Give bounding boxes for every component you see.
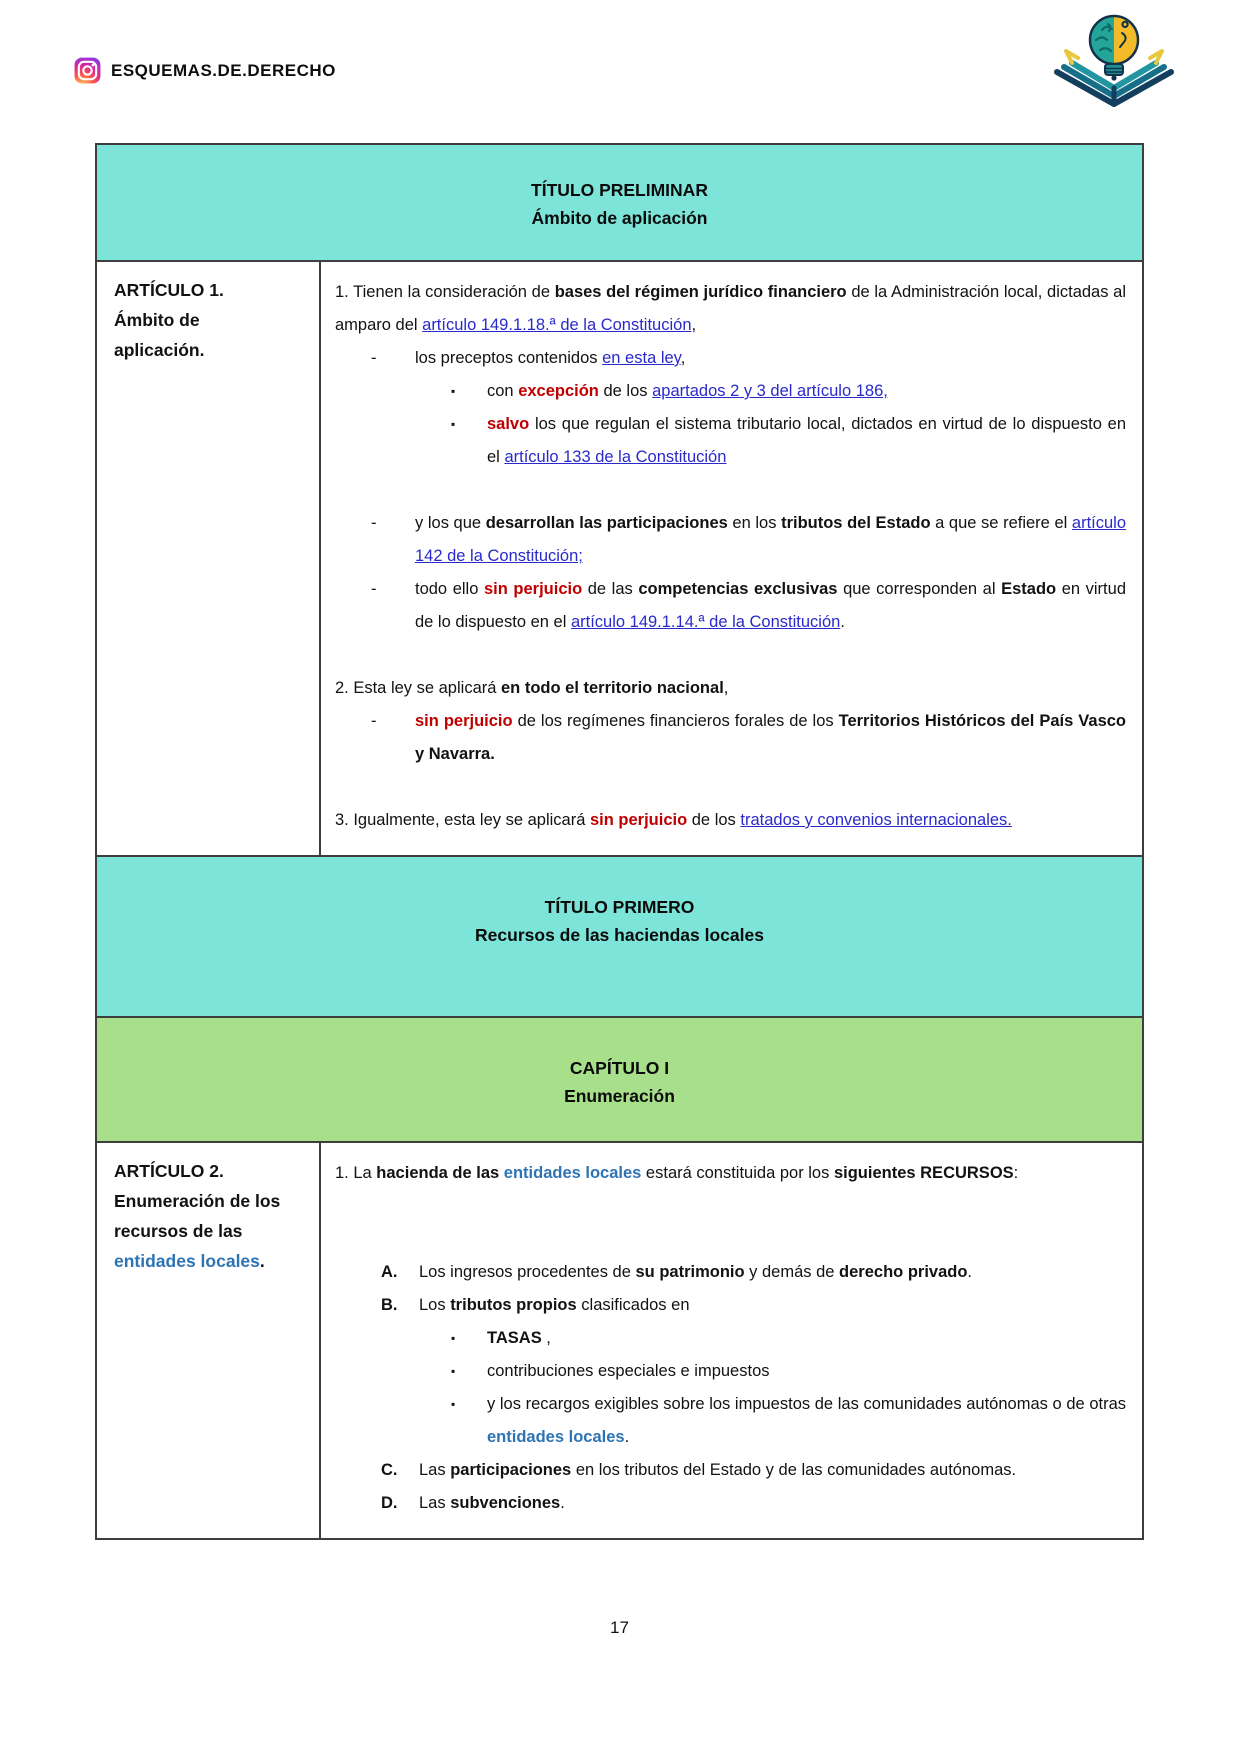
- titulo-primero-band: [97, 855, 1142, 1016]
- paragraph-2: 2. Esta ley se aplicará en todo el territorio nacional,: [335, 679, 729, 697]
- item-c: C. Las participaciones en los tributos del Estado y de las comunidades autónomas.: [381, 1454, 1126, 1487]
- item-b: B. Los tributos propios clasificados en: [381, 1289, 1126, 1322]
- titulo-preliminar-band: [97, 145, 1142, 260]
- square-bullet: ▪: [451, 384, 456, 398]
- link-tratados-convenios-internacionales[interactable]: tratados y convenios internacionales.: [740, 811, 1012, 829]
- item-letter: D.: [381, 1494, 398, 1512]
- dash-bullet: -: [371, 580, 377, 598]
- articulo-1-row: [97, 260, 1142, 855]
- band-title: TÍTULO PRELIMINAR: [531, 180, 708, 200]
- articulo-2-label: [97, 1143, 321, 1538]
- label-line: entidades locales.: [114, 1251, 265, 1271]
- label-line: recursos de las: [114, 1221, 243, 1241]
- subbullet-salvo: ▪ salvo los que regulan el sistema tributario local, dictados en virtud de lo dispuesto en el artículo 133 de la Constitución: [451, 408, 1126, 474]
- dash-bullet: -: [371, 349, 377, 367]
- brain-lightbulb-book-logo: [1039, 8, 1189, 128]
- bullet-sin-perjuicio-competencias: - todo ello sin perjuicio de las competencias exclusivas que corresponden al Estado en virtud de lo dispuesto en el artículo 149.1.14.ª de la Constitución.: [371, 573, 1126, 639]
- articulo-1-label: [97, 262, 321, 855]
- label-line: aplicación.: [114, 340, 205, 360]
- band-subtitle: Ámbito de aplicación: [531, 208, 708, 228]
- item-a: A. Los ingresos procedentes de su patrimonio y demás de derecho privado.: [381, 1256, 1126, 1289]
- subbullet-excepcion: ▪ con excepción de los apartados 2 y 3 del artículo 186,: [451, 375, 1126, 408]
- link-en-esta-ley[interactable]: en esta ley: [602, 349, 681, 367]
- band-subtitle: Enumeración: [564, 1086, 675, 1106]
- articulo-1-body: [321, 262, 1142, 855]
- square-bullet: ▪: [451, 417, 456, 431]
- brand-handle: ESQUEMAS.DE.DERECHO: [111, 60, 336, 80]
- subbullet-contribuciones: ▪ contribuciones especiales e impuestos: [451, 1355, 1126, 1388]
- label-line: Enumeración de los: [114, 1191, 281, 1211]
- square-bullet: ▪: [451, 1364, 456, 1378]
- link-articulo-133-constitucion[interactable]: artículo 133 de la Constitución: [504, 448, 727, 466]
- capitulo-1-band: [97, 1016, 1142, 1141]
- label-line: ARTÍCULO 2.: [114, 1161, 224, 1181]
- dash-bullet: -: [371, 514, 377, 532]
- articulo-2-row: [97, 1141, 1142, 1538]
- subbullet-tasas: ▪ TASAS ,: [451, 1322, 1126, 1355]
- link-articulo-149-1-14-constitucion[interactable]: artículo 149.1.14.ª de la Constitución: [570, 613, 841, 631]
- instagram-icon: [74, 57, 101, 84]
- bullet-regimenes-forales: - sin perjuicio de los regímenes financieros forales de los Territorios Históricos del País Vasco y Navarra.: [371, 705, 1126, 771]
- link-articulo-149-1-18-constitucion[interactable]: artículo 149.1.18.ª de la Constitución: [422, 316, 692, 334]
- band-title: CAPÍTULO I: [569, 1058, 670, 1078]
- paragraph-1: 1. Tienen la consideración de bases del régimen jurídico financiero de la Administración local, dictadas al amparo del artículo 149.1.18.ª de la Constitución,: [335, 283, 1126, 334]
- bullet-participaciones: - y los que desarrollan las participaciones en los tributos del Estado a que se refiere el artículo 142 de la Constitución;: [371, 507, 1126, 573]
- band-title: TÍTULO PRIMERO: [544, 897, 695, 917]
- label-line: Ámbito de: [114, 310, 200, 330]
- label-line: ARTÍCULO 1.: [114, 280, 224, 300]
- band-subtitle: Recursos de las haciendas locales: [475, 925, 764, 945]
- dash-bullet: -: [371, 712, 377, 730]
- square-bullet: ▪: [451, 1397, 456, 1411]
- item-d: D. Las subvenciones.: [381, 1487, 1126, 1520]
- subbullet-recargos: ▪ y los recargos exigibles sobre los impuestos de las comunidades autónomas o de otras entidades locales.: [451, 1388, 1126, 1454]
- item-letter: A.: [381, 1263, 398, 1281]
- brand-row: [74, 57, 336, 84]
- articulo-2-body: [321, 1143, 1142, 1538]
- item-letter: C.: [381, 1461, 398, 1479]
- square-bullet: ▪: [451, 1331, 456, 1345]
- item-letter: B.: [381, 1296, 398, 1314]
- page-number: 17: [610, 1618, 629, 1637]
- link-articulo-142-constitucion[interactable]: artículo 142 de la Constitución;: [415, 514, 1127, 565]
- link-apartados-2-3-articulo-186[interactable]: apartados 2 y 3 del artículo 186,: [652, 382, 888, 400]
- schema-table: [95, 143, 1144, 1540]
- bullet-preceptos: - los preceptos contenidos en esta ley,: [371, 342, 1126, 375]
- paragraph-3: 3. Igualmente, esta ley se aplicará sin perjuicio de los tratados y convenios internacionales.: [335, 811, 1012, 829]
- paragraph-1: 1. La hacienda de las entidades locales estará constituida por los siguientes RECURSOS:: [335, 1164, 1019, 1182]
